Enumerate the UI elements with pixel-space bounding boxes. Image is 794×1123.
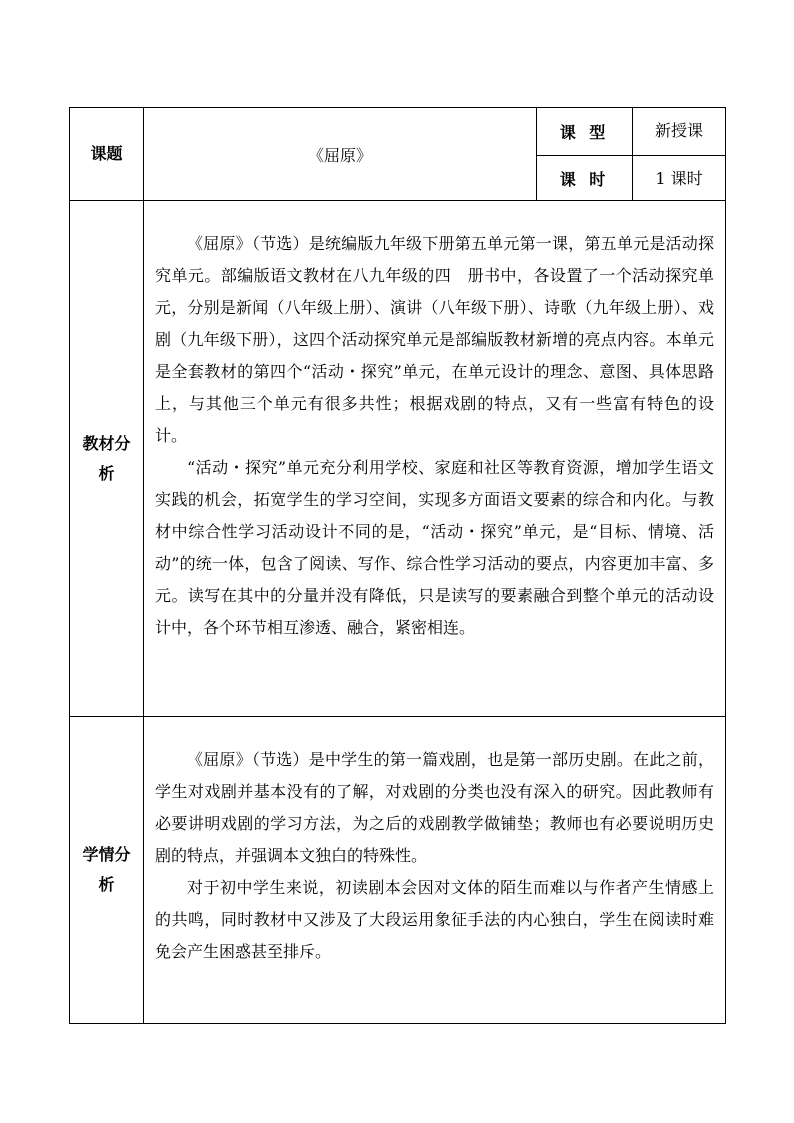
header-row	[70, 108, 726, 156]
student-analysis-row	[70, 717, 726, 1024]
student-analysis-label: 学情分析	[70, 717, 144, 1024]
textbook-analysis-paragraph: 《屈原》（节选）是统编版九年级下册第五单元第一课，第五单元是活动探究单元。部编版语文教材在八九年级的四 册书中，各设置了一个活动探究单元，分别是新闻（八年级上册）、演讲（八年级下册）、诗歌（九年级上册）、戏剧（九年级下册），这四个活动探究单元是部编版教材新增的亮点内容。本单元是全套教材的第四个“活动・探究”单元，在单元设计的理念、意图、具体思路上，与其他三个单元有很多共性；根据戏剧的特点，又有一些富有特色的设计。	[155, 234, 714, 445]
lesson-type-value: 新授课	[633, 108, 726, 156]
student-analysis-paragraph: 对于初中学生来说，初读剧本会因对文体的陌生而难以与作者产生情感上的共鸣，同时教材中又涉及了大段运用象征手法的内心独白，学生在阅读时难免会产生困惑甚至排斥。	[155, 878, 714, 961]
topic-label: 课题	[70, 108, 144, 201]
textbook-analysis-label: 教材分析	[70, 201, 144, 717]
student-analysis-content	[144, 717, 726, 1024]
student-analysis-paragraph: 《屈原》（节选）是中学生的第一篇戏剧，也是第一部历史剧。在此之前， 学生对戏剧并基本没有的了解，对戏剧的分类也没有深入的研究。因此教师有必要讲明戏剧的学习方法，为之后的戏剧教学做铺垫；教师也有必要说明历史剧的特点，并强调本文独白的特殊性。	[155, 750, 714, 865]
lesson-type-label: 课 型	[537, 108, 633, 156]
textbook-analysis-paragraph: “活动・探究”单元充分利用学校、家庭和社区等教育资源，增加学生语文实践的机会，拓宽学生的学习空间，实现多方面语文要素的综合和内化。与教材中综合性学习活动设计不同的是，“活动・探究”单元，是“目标、情境、活动”的统一体，包含了阅读、写作、综合性学习活动的要点，内容更加丰富、多元。读写在其中的分量并没有降低，只是读写的要素融合到整个单元的活动设计中，各个环节相互渗透、融合，紧密相连。	[155, 458, 714, 637]
lesson-hours-value: 1 课时	[633, 156, 726, 201]
lesson-hours-label: 课 时	[537, 156, 633, 201]
lesson-plan-table	[69, 107, 726, 1024]
textbook-analysis-row	[70, 201, 726, 717]
topic-value: 《屈原》	[144, 108, 537, 201]
textbook-analysis-content	[144, 201, 726, 717]
